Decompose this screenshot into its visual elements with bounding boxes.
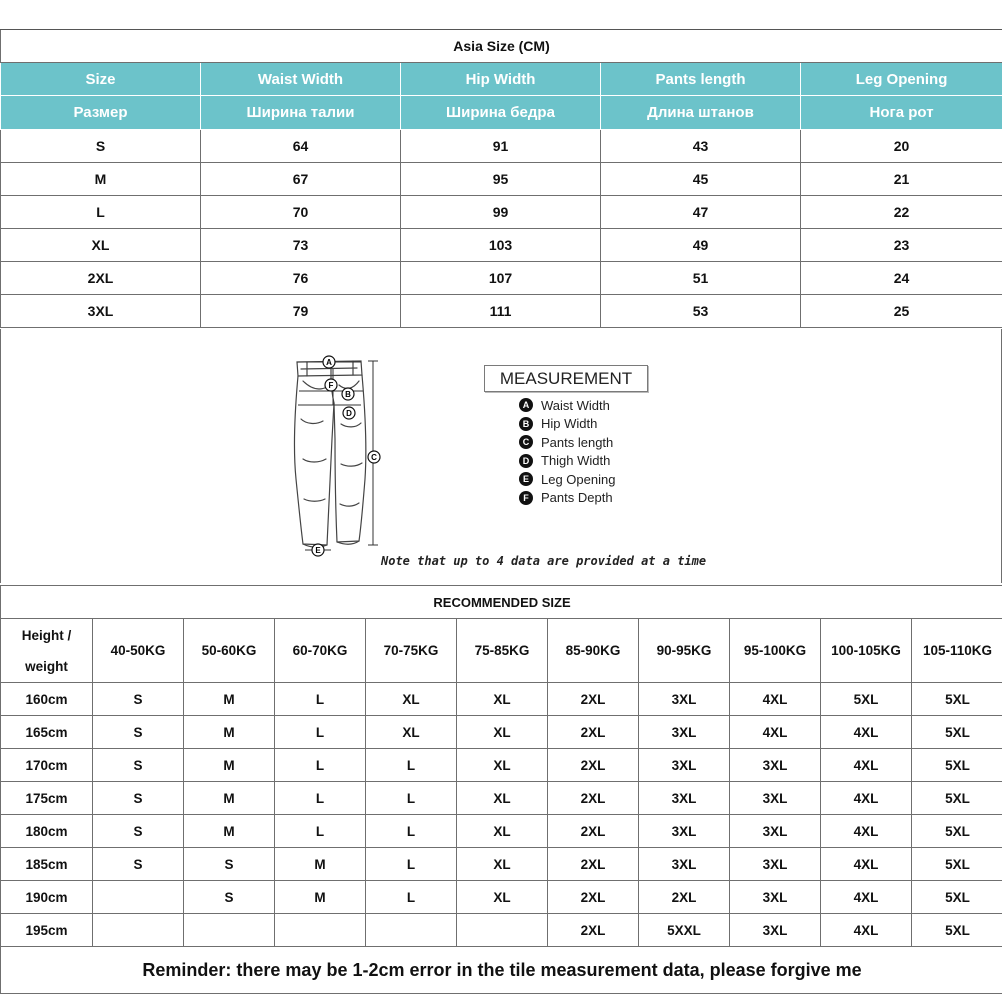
height-cell: 190cm bbox=[1, 881, 93, 914]
size-label-cell: S bbox=[1, 130, 201, 163]
recommended-size-cell: 2XL bbox=[548, 782, 639, 815]
recommended-size-cell: 3XL bbox=[639, 815, 730, 848]
size-value-cell: 73 bbox=[201, 229, 401, 262]
recommended-size-cell: S bbox=[184, 881, 275, 914]
recommended-size-cell bbox=[93, 914, 184, 947]
size-header-ru: Размер bbox=[1, 96, 201, 130]
weight-header: 70-75KG bbox=[366, 619, 457, 683]
table-row bbox=[1, 196, 1002, 229]
size-label-cell: 3XL bbox=[1, 295, 201, 328]
size-header-en: Hip Width bbox=[401, 63, 601, 96]
recommended-size-cell: 5XL bbox=[912, 881, 1002, 914]
recommended-size-cell: 2XL bbox=[639, 881, 730, 914]
marker-dot-icon: B bbox=[519, 417, 533, 431]
size-value-cell: 47 bbox=[601, 196, 801, 229]
table-row bbox=[1, 848, 1002, 881]
recommended-size-cell: 3XL bbox=[730, 848, 821, 881]
weight-header: 50-60KG bbox=[184, 619, 275, 683]
recommended-size-cell: 5XL bbox=[912, 815, 1002, 848]
legend-label: Pants Depth bbox=[541, 490, 613, 506]
recommended-size-cell: 4XL bbox=[821, 749, 912, 782]
recommended-size-cell: L bbox=[366, 782, 457, 815]
size-table-title: Asia Size (CM) bbox=[1, 30, 1002, 63]
marker-dot-icon: A bbox=[519, 398, 533, 412]
size-value-cell: 67 bbox=[201, 163, 401, 196]
size-value-cell: 21 bbox=[801, 163, 1002, 196]
height-cell: 160cm bbox=[1, 683, 93, 716]
size-value-cell: 107 bbox=[401, 262, 601, 295]
recommended-size-cell: M bbox=[184, 749, 275, 782]
recommended-size-cell: L bbox=[275, 749, 366, 782]
marker-letter: E bbox=[315, 546, 321, 555]
height-cell: 195cm bbox=[1, 914, 93, 947]
recommended-size-cell: 4XL bbox=[730, 683, 821, 716]
weight-header: 85-90KG bbox=[548, 619, 639, 683]
weight-header: 40-50KG bbox=[93, 619, 184, 683]
size-header-ru: Ширина талии bbox=[201, 96, 401, 130]
size-value-cell: 64 bbox=[201, 130, 401, 163]
marker-dot-icon: E bbox=[519, 472, 533, 486]
recommended-size-cell: 3XL bbox=[730, 815, 821, 848]
recommended-size-cell: M bbox=[275, 848, 366, 881]
recommended-size-cell: XL bbox=[457, 848, 548, 881]
height-cell: 185cm bbox=[1, 848, 93, 881]
size-header-en: Waist Width bbox=[201, 63, 401, 96]
recommended-size-cell: 5XL bbox=[912, 848, 1002, 881]
size-label-cell: XL bbox=[1, 229, 201, 262]
recommended-size-cell: 3XL bbox=[730, 782, 821, 815]
table-row bbox=[1, 130, 1002, 163]
size-value-cell: 53 bbox=[601, 295, 801, 328]
legend-item bbox=[519, 489, 615, 508]
recommended-size-cell bbox=[457, 914, 548, 947]
size-value-cell: 70 bbox=[201, 196, 401, 229]
size-header-ru: Ширина бедра bbox=[401, 96, 601, 130]
recommended-size-cell: 2XL bbox=[548, 815, 639, 848]
recommended-size-cell: 3XL bbox=[639, 848, 730, 881]
size-value-cell: 103 bbox=[401, 229, 601, 262]
recommended-size-cell: L bbox=[366, 848, 457, 881]
marker-letter: A bbox=[326, 358, 332, 367]
recommended-size-cell: S bbox=[93, 749, 184, 782]
recommended-size-cell: S bbox=[93, 716, 184, 749]
size-value-cell: 22 bbox=[801, 196, 1002, 229]
recommended-size-cell: 2XL bbox=[548, 683, 639, 716]
legend-item bbox=[519, 470, 615, 489]
size-value-cell: 91 bbox=[401, 130, 601, 163]
table-row bbox=[1, 229, 1002, 262]
recommended-size-cell: L bbox=[275, 683, 366, 716]
marker-letter: C bbox=[371, 453, 377, 462]
recommended-size-cell: 5XL bbox=[912, 914, 1002, 947]
recommended-size-cell: 3XL bbox=[639, 683, 730, 716]
table-row bbox=[1, 262, 1002, 295]
recommended-size-cell: S bbox=[184, 848, 275, 881]
table-row bbox=[1, 683, 1002, 716]
size-value-cell: 111 bbox=[401, 295, 601, 328]
recommended-size-cell: 2XL bbox=[548, 914, 639, 947]
recommended-size-cell: XL bbox=[457, 716, 548, 749]
height-cell: 170cm bbox=[1, 749, 93, 782]
legend-label: Waist Width bbox=[541, 397, 610, 413]
legend-label: Hip Width bbox=[541, 416, 598, 432]
size-header-en: Leg Opening bbox=[801, 63, 1002, 96]
recommended-size-cell: L bbox=[366, 881, 457, 914]
table-row bbox=[1, 815, 1002, 848]
marker-letter: B bbox=[345, 390, 351, 399]
recommended-size-cell: 2XL bbox=[548, 749, 639, 782]
size-value-cell: 95 bbox=[401, 163, 601, 196]
marker-letter: F bbox=[328, 381, 334, 390]
recommended-size-cell bbox=[184, 914, 275, 947]
recommended-size-cell: 3XL bbox=[639, 749, 730, 782]
recommended-size-cell: L bbox=[366, 815, 457, 848]
legend-item bbox=[519, 433, 615, 452]
recommended-size-cell bbox=[93, 881, 184, 914]
height-cell: 175cm bbox=[1, 782, 93, 815]
recommended-size-cell: 2XL bbox=[548, 881, 639, 914]
reminder-text: Reminder: there may be 1-2cm error in the tile measurement data, please forgive me bbox=[1, 947, 1002, 994]
weight-header: 90-95KG bbox=[639, 619, 730, 683]
recommended-size-cell: 3XL bbox=[639, 716, 730, 749]
size-value-cell: 25 bbox=[801, 295, 1002, 328]
marker-dot-icon: F bbox=[519, 491, 533, 505]
size-value-cell: 99 bbox=[401, 196, 601, 229]
marker-letter: D bbox=[346, 409, 352, 418]
marker-dot-icon: D bbox=[519, 454, 533, 468]
size-value-cell: 24 bbox=[801, 262, 1002, 295]
size-header-en: Size bbox=[1, 63, 201, 96]
table-row bbox=[1, 716, 1002, 749]
recommended-size-cell: 5XL bbox=[912, 749, 1002, 782]
size-value-cell: 45 bbox=[601, 163, 801, 196]
recommended-size-cell: M bbox=[184, 683, 275, 716]
weight-header: 100-105KG bbox=[821, 619, 912, 683]
weight-header: 60-70KG bbox=[275, 619, 366, 683]
table-row bbox=[1, 295, 1002, 328]
measurement-diagram bbox=[0, 329, 1002, 583]
legend-label: Pants length bbox=[541, 434, 614, 450]
recommended-size-cell: 4XL bbox=[821, 782, 912, 815]
recommended-size-cell: XL bbox=[457, 782, 548, 815]
recommended-size-cell: 4XL bbox=[821, 914, 912, 947]
recommended-size-cell: 5XXL bbox=[639, 914, 730, 947]
size-value-cell: 20 bbox=[801, 130, 1002, 163]
recommended-size-table bbox=[0, 585, 1002, 994]
recommended-size-cell: 3XL bbox=[730, 749, 821, 782]
recommended-size-cell: S bbox=[93, 782, 184, 815]
size-label-cell: M bbox=[1, 163, 201, 196]
recommended-size-cell: XL bbox=[366, 716, 457, 749]
recommended-size-cell: 5XL bbox=[912, 683, 1002, 716]
legend-item bbox=[519, 396, 615, 415]
height-cell: 165cm bbox=[1, 716, 93, 749]
legend-label: Thigh Width bbox=[541, 453, 611, 469]
table-row bbox=[1, 782, 1002, 815]
recommended-size-cell: L bbox=[275, 716, 366, 749]
recommended-size-cell: M bbox=[184, 716, 275, 749]
recommended-size-cell: 3XL bbox=[639, 782, 730, 815]
size-value-cell: 51 bbox=[601, 262, 801, 295]
recommended-size-cell: 5XL bbox=[912, 716, 1002, 749]
weight-header: 95-100KG bbox=[730, 619, 821, 683]
recommended-size-cell: 4XL bbox=[821, 716, 912, 749]
size-label-cell: L bbox=[1, 196, 201, 229]
recommended-size-cell: L bbox=[275, 815, 366, 848]
recommended-size-cell: M bbox=[184, 815, 275, 848]
recommended-size-cell: 4XL bbox=[821, 815, 912, 848]
table-row bbox=[1, 163, 1002, 196]
recommended-size-cell: XL bbox=[457, 815, 548, 848]
height-cell: 180cm bbox=[1, 815, 93, 848]
size-value-cell: 49 bbox=[601, 229, 801, 262]
legend-item bbox=[519, 415, 615, 434]
recommended-size-cell: XL bbox=[366, 683, 457, 716]
recommended-size-cell: 5XL bbox=[912, 782, 1002, 815]
recommended-size-cell bbox=[366, 914, 457, 947]
recommended-size-cell: L bbox=[366, 749, 457, 782]
recommended-size-cell: 4XL bbox=[821, 848, 912, 881]
recommended-size-cell: M bbox=[275, 881, 366, 914]
recommended-size-cell: XL bbox=[457, 683, 548, 716]
table-row bbox=[1, 914, 1002, 947]
recommended-size-cell: L bbox=[275, 782, 366, 815]
measurement-title: MEASUREMENT bbox=[484, 365, 648, 392]
recommended-size-cell: XL bbox=[457, 749, 548, 782]
recommended-size-cell: 3XL bbox=[730, 914, 821, 947]
recommended-size-cell bbox=[275, 914, 366, 947]
marker-dot-icon: C bbox=[519, 435, 533, 449]
measurement-legend bbox=[519, 396, 615, 507]
recommended-size-cell: S bbox=[93, 815, 184, 848]
size-value-cell: 79 bbox=[201, 295, 401, 328]
size-label-cell: 2XL bbox=[1, 262, 201, 295]
recommended-size-cell: M bbox=[184, 782, 275, 815]
size-value-cell: 23 bbox=[801, 229, 1002, 262]
recommended-size-cell: S bbox=[93, 683, 184, 716]
table-row bbox=[1, 881, 1002, 914]
size-value-cell: 43 bbox=[601, 130, 801, 163]
recommended-size-cell: XL bbox=[457, 881, 548, 914]
recommended-size-cell: 3XL bbox=[730, 881, 821, 914]
weight-header: 105-110KG bbox=[912, 619, 1002, 683]
weight-header: 75-85KG bbox=[457, 619, 548, 683]
measurement-note: Note that up to 4 data are provided at a time bbox=[381, 554, 707, 568]
recommended-size-cell: 5XL bbox=[821, 683, 912, 716]
recommended-size-cell: 4XL bbox=[730, 716, 821, 749]
size-value-cell: 76 bbox=[201, 262, 401, 295]
asia-size-table bbox=[0, 29, 1002, 328]
size-header-ru: Длина штанов bbox=[601, 96, 801, 130]
recommended-size-cell: S bbox=[93, 848, 184, 881]
size-header-en: Pants length bbox=[601, 63, 801, 96]
legend-item bbox=[519, 452, 615, 471]
height-weight-corner: Height / weight bbox=[1, 619, 93, 683]
recommended-size-cell: 2XL bbox=[548, 716, 639, 749]
size-header-ru: Нога рот bbox=[801, 96, 1002, 130]
recommended-title: RECOMMENDED SIZE bbox=[1, 586, 1002, 619]
table-row bbox=[1, 749, 1002, 782]
recommended-size-cell: 4XL bbox=[821, 881, 912, 914]
recommended-size-cell: 2XL bbox=[548, 848, 639, 881]
legend-label: Leg Opening bbox=[541, 471, 616, 487]
